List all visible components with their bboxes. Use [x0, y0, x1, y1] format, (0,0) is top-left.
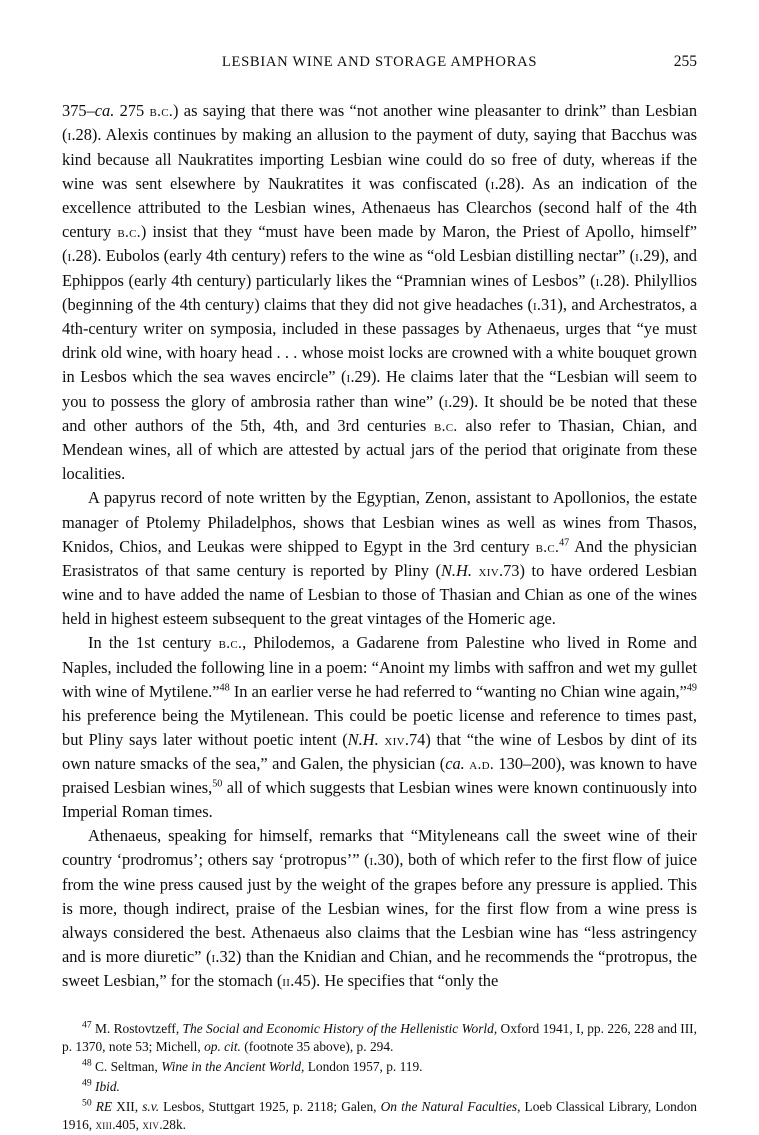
paragraph: A papyrus record of note written by the Egyptian, Zenon, assistant to Apollonios, the estate manager of Ptolemy Philadelphos, shows that Lesbian wines as well as wines from Thasos, Knidos, Chios, and Leukas were shipped to Egypt in the 3rd century b.c.$^{47}$ And the physician Erasistratos of that same century is reported by Pliny (N.H. xiv.73) to have ordered Lesbian wine and to have added the name of Lesbian to those of Thasian and Chian as one of the wines held in highest esteem subsequent to the great vintages of the Homeric age.: [62, 486, 697, 631]
page-number: 255: [674, 53, 697, 71]
footnote: $^{47}$ M. Rostovtzeff, The Social and Economic History of the Hellenistic World, Oxford 1941, I, pp. 226, 228 and III, p. 1370, note 53; Michell, op. cit. (footnote 35 above), p. 294.: [62, 1020, 697, 1058]
footnote-marker: 49: [82, 1077, 92, 1088]
paragraph: Athenaeus, speaking for himself, remarks that “Mityleneans call the sweet wine of their country ‘prodromus’; others say ‘protropus’” (i.30), both of which refer to the first flow of juice from the wine press caused just by the weight of the grapes before any pressure is applied. This is more, though indirect, praise of the Lesbian wines, for the first flow from a wine press is always considered the best. Athenaeus also claims that the Lesbian wine has “less astringency and is more diuretic” (i.32) than the Knidian and Chian, and he recommends the “protropus, the sweet Lesbian,” for the stomach (ii.45). He specifies that “only the: [62, 824, 697, 993]
footnote: $^{50}$ RE XII, s.v. Lesbos, Stuttgart 1925, p. 2118; Galen, On the Natural Faculties, Loeb Classical Library, London 1916, xiii.405, xiv.28k.: [62, 1098, 697, 1135]
footnotes: [62, 1020, 697, 1135]
paragraph: 375–ca. 275 b.c.) as saying that there was “not another wine pleasanter to drink” than Lesbian (i.28). Alexis continues by making an allusion to the payment of duty, saying that Bacchus was kind because all Naukratites importing Lesbian wine could do so free of duty, whereas if the wine was sent elsewhere by Naukratites it was confiscated (i.28). As an indication of the excellence attributed to the Lesbian wines, Athenaeus has Clearchos (second half of the 4th century b.c.) insist that they “must have been made by Maron, the Priest of Apollo, himself” (i.28). Eubolos (early 4th century) refers to the wine as “old Lesbian distilling nectar” (i.29), and Ephippos (early 4th century) particularly likes the “Pramnian wines of Lesbos” (i.28). Philyllios (beginning of the 4th century) claims that they did not give headaches (i.31), and Archestratos, a 4th-century writer on symposia, included in these passages by Athenaeus, urges that “ye must drink old wine, with hoary head . . . whose moist locks are crowned with a white bouquet grown in Lesbos which the sea waves encircle” (i.29). He claims later that the “Lesbian will seem to you to possess the glory of ambrosia rather than wine” (i.29). It should be be noted that these and other authors of the 5th, 4th, and 3rd centuries b.c. also refer to Thasian, Chian, and Mendean wines, all of which are attested by actual jars of the period that originate from these localities.: [62, 99, 697, 486]
footnote-marker: 48: [82, 1058, 92, 1069]
body-text: [62, 99, 697, 994]
footnote-marker: 47: [82, 1019, 92, 1030]
footnote: $^{49}$ Ibid.: [62, 1078, 697, 1097]
running-head: [62, 54, 697, 71]
paragraph: In the 1st century b.c., Philodemos, a Gadarene from Palestine who lived in Rome and Naples, included the following line in a poem: “Anoint my limbs with saffron and wet my gullet with wine of Mytilene.”$^{48}$ In an earlier verse he had referred to “wanting no Chian wine again,”$^{49}$ his preference being the Mytilenean. This could be poetic license and reference to times past, but Pliny says later without poetic intent (N.H. xiv.74) that “the wine of Lesbos by dint of its own nature smacks of the sea,” and Galen, the physician (ca. a.d. 130–200), was known to have praised Lesbian wines,$^{50}$ all of which suggests that Lesbian wines were known continuously into Imperial Roman times.: [62, 631, 697, 824]
footnote: $^{48}$ C. Seltman, Wine in the Ancient World, London 1957, p. 119.: [62, 1058, 697, 1077]
footnote-marker: 50: [82, 1097, 92, 1108]
page-title: LESBIAN WINE AND STORAGE AMPHORAS: [222, 54, 537, 71]
